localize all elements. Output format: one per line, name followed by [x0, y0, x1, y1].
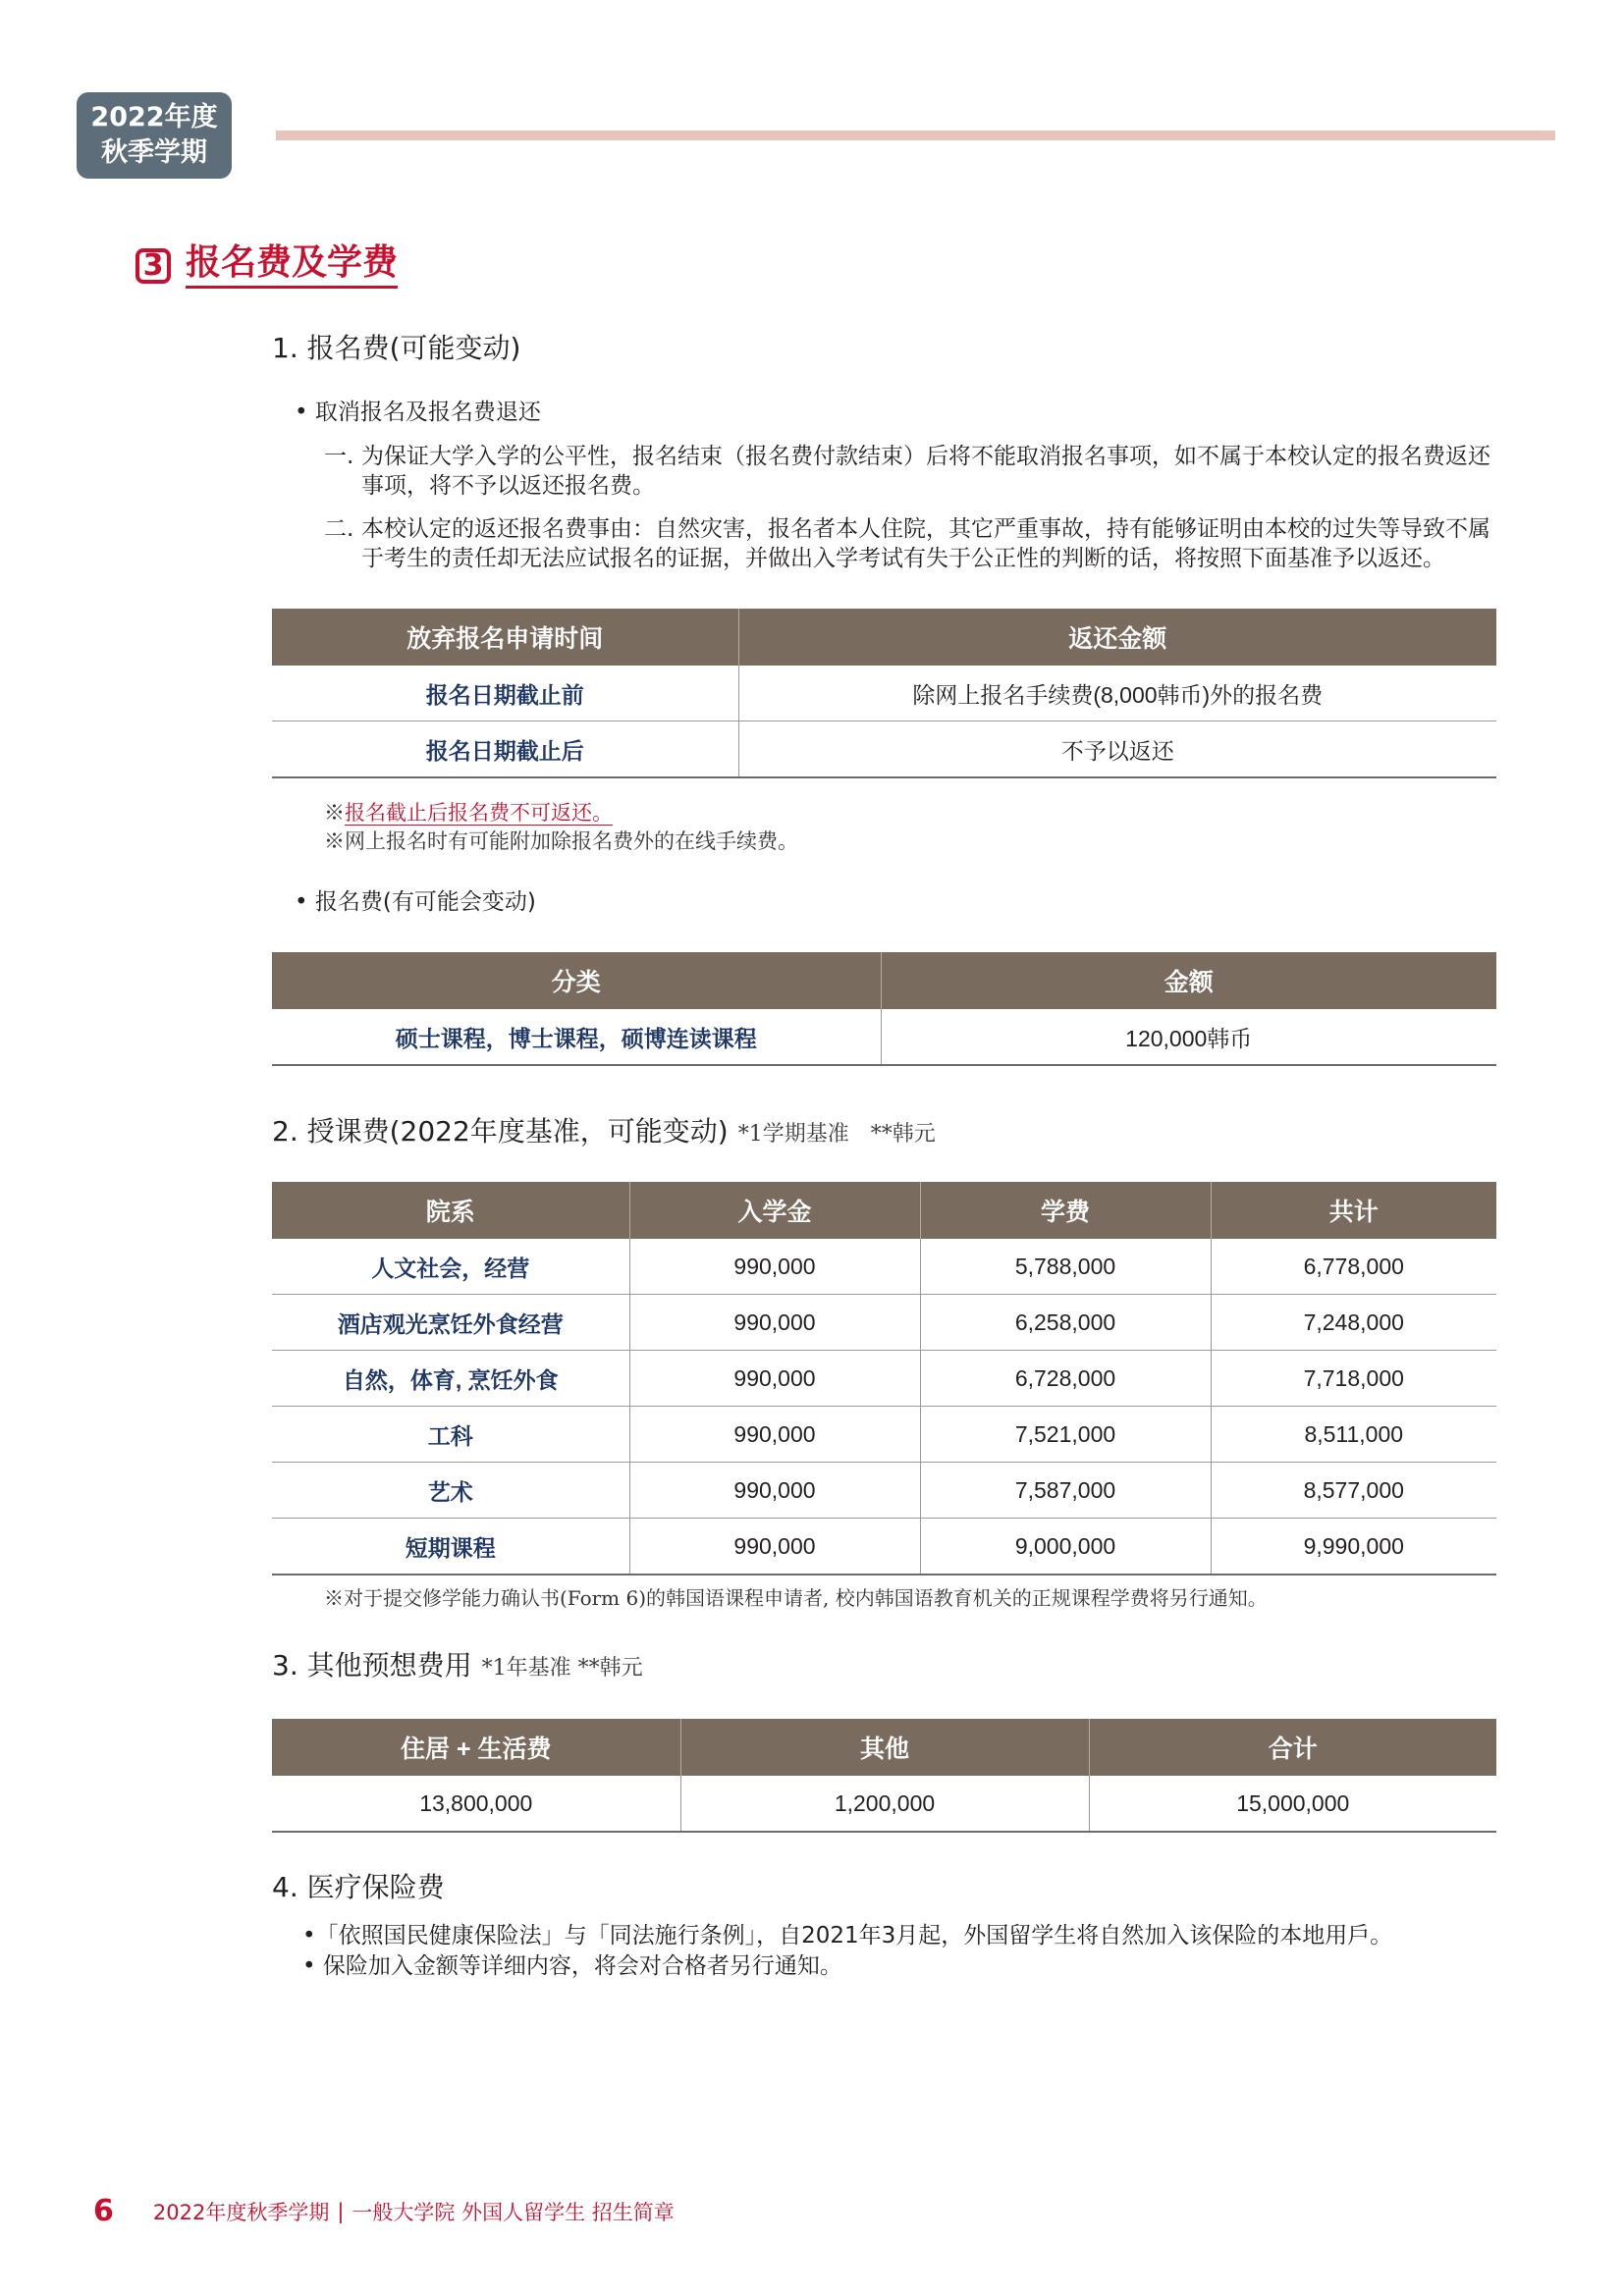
title-text: 2. 授课费(2022年度基准，可能变动)	[272, 1115, 729, 1148]
footer-separator: |	[337, 2199, 345, 2223]
cell: 990,000	[629, 1519, 920, 1575]
subsection-title-insurance: 4. 医疗保险费	[272, 1871, 445, 1903]
table-header-row	[272, 609, 1496, 666]
row-label: 人文社会，经营	[371, 1255, 530, 1281]
insurance-line-2: • 保险加入金额等详细内容，将会对合格者另行通知。	[302, 1953, 842, 1979]
subsection-title-tuition	[272, 1115, 936, 1151]
bullet-fee: • 报名费(有可能会变动)	[295, 889, 536, 915]
row-label: 艺术	[272, 1463, 629, 1519]
cell: 9,000,000	[920, 1519, 1211, 1575]
cell: 8,511,000	[1211, 1407, 1496, 1463]
refund-rule-2	[324, 514, 1502, 573]
badge-term: 秋季学期	[101, 137, 207, 168]
item-text: 本校认定的返还报名费事由：自然灾害，报名者本人住院，其它严重事故，持有能够证明由本校的过失等导致不属于考生的责任却无法应试报名的证据，并做出入学考试有失于公正性的判断的话，将按照下面基准予以返还。	[361, 516, 1490, 571]
table-row	[272, 1009, 1496, 1065]
cell: 990,000	[629, 1407, 920, 1463]
note-highlight: 报名截止后报名费不可返还。	[345, 801, 613, 825]
row-label: 自然，体育, 烹饪外食	[272, 1351, 629, 1407]
cell: 6,778,000	[1211, 1239, 1496, 1295]
section-heading	[135, 242, 398, 289]
col-header: 入学金	[629, 1182, 920, 1239]
cell: 除网上报名手续费(8,000韩币)外的报名费	[738, 666, 1496, 721]
tuition-table	[272, 1182, 1496, 1575]
col-header: 学费	[920, 1182, 1211, 1239]
table-row	[272, 1776, 1496, 1832]
cell: 120,000韩币	[881, 1009, 1496, 1065]
note-mark: ※	[324, 801, 345, 825]
title-note: *1学期基准 **韩元	[737, 1122, 936, 1147]
other-costs-table	[272, 1719, 1496, 1833]
table-row	[272, 1295, 1496, 1351]
page-footer	[93, 2194, 675, 2228]
row-label: 硕士课程，博士课程，硕博连读课程	[272, 1009, 881, 1065]
cell: 1,200,000	[680, 1776, 1089, 1832]
cell: 7,248,000	[1211, 1295, 1496, 1351]
subsection-title-application-fee: 1. 报名费(可能变动)	[272, 332, 521, 364]
col-header: 其他	[680, 1719, 1089, 1776]
cell: 6,728,000	[920, 1351, 1211, 1407]
refund-note-1	[324, 799, 613, 828]
col-header: 放弃报名申请时间	[272, 609, 738, 666]
section-title: 报名费及学费	[186, 242, 398, 289]
cell: 990,000	[629, 1239, 920, 1295]
section-number: 3	[135, 248, 171, 284]
col-header: 返还金额	[738, 609, 1496, 666]
bullet-cancel-refund: • 取消报名及报名费退还	[295, 400, 541, 425]
table-row	[272, 1407, 1496, 1463]
row-label: 酒店观光烹饪外食经营	[272, 1295, 629, 1351]
cell: 8,577,000	[1211, 1463, 1496, 1519]
badge-year: 2022年度	[90, 102, 218, 133]
cell: 13,800,000	[272, 1776, 680, 1832]
subsection-title-other-costs	[272, 1649, 643, 1685]
table-row	[272, 1519, 1496, 1575]
table-header-row	[272, 1182, 1496, 1239]
cell: 15,000,000	[1089, 1776, 1496, 1832]
row-label: 短期课程	[272, 1519, 629, 1575]
row-label: 报名日期截止后	[272, 721, 738, 778]
table-row	[272, 721, 1496, 778]
col-header: 金额	[881, 952, 1496, 1009]
cell: 990,000	[629, 1295, 920, 1351]
row-label: 工科	[272, 1407, 629, 1463]
cell: 7,587,000	[920, 1463, 1211, 1519]
item-number: 二.	[324, 516, 354, 542]
cell: 990,000	[629, 1351, 920, 1407]
tuition-note: ※对于提交修学能力确认书(Form 6)的韩国语课程申请者, 校内韩国语教育机关的正规课程学费将另行通知。	[324, 1586, 1268, 1610]
cell: 不予以返还	[738, 721, 1496, 778]
cell: 7,718,000	[1211, 1351, 1496, 1407]
insurance-line-1: •「依照国民健康保险法」与「同法施行条例」，自2021年3月起，外国留学生将自然加入该保险的本地用戶。	[302, 1923, 1393, 1949]
refund-note-2: ※网上报名时有可能附加除报名费外的在线手续费。	[324, 829, 798, 853]
col-header: 分类	[272, 952, 881, 1009]
footer-term: 2022年度秋季学期	[152, 2200, 330, 2224]
cell: 6,258,000	[920, 1295, 1211, 1351]
refund-table	[272, 609, 1496, 778]
application-fee-table	[272, 952, 1496, 1066]
row-label: 报名日期截止前	[425, 681, 584, 708]
table-row	[272, 1239, 1496, 1295]
cell: 990,000	[629, 1463, 920, 1519]
col-header: 住居 + 生活费	[272, 1719, 680, 1776]
item-text: 为保证大学入学的公平性，报名结束（报名费付款结束）后将不能取消报名事项，如不属于本校认定的报名费返还事项，将不予以返还报名费。	[361, 444, 1490, 499]
col-header: 院系	[272, 1182, 629, 1239]
cell: 9,990,000	[1211, 1519, 1496, 1575]
header-rule	[276, 131, 1555, 140]
footer-doc-title: 一般大学院 外国人留学生 招生简章	[352, 2200, 675, 2224]
table-row	[272, 1351, 1496, 1407]
item-number: 一.	[324, 444, 354, 469]
title-note: *1年基准 **韩元	[481, 1656, 643, 1681]
refund-rule-1	[324, 442, 1502, 501]
cell: 7,521,000	[920, 1407, 1211, 1463]
page-number: 6	[93, 2194, 114, 2228]
col-header: 合计	[1089, 1719, 1496, 1776]
table-row	[272, 666, 1496, 721]
table-row	[272, 1463, 1496, 1519]
term-badge	[77, 92, 232, 179]
cell: 5,788,000	[920, 1239, 1211, 1295]
col-header: 共计	[1211, 1182, 1496, 1239]
table-header-row	[272, 1719, 1496, 1776]
title-text: 3. 其他预想费用	[272, 1649, 472, 1682]
table-header-row	[272, 952, 1496, 1009]
